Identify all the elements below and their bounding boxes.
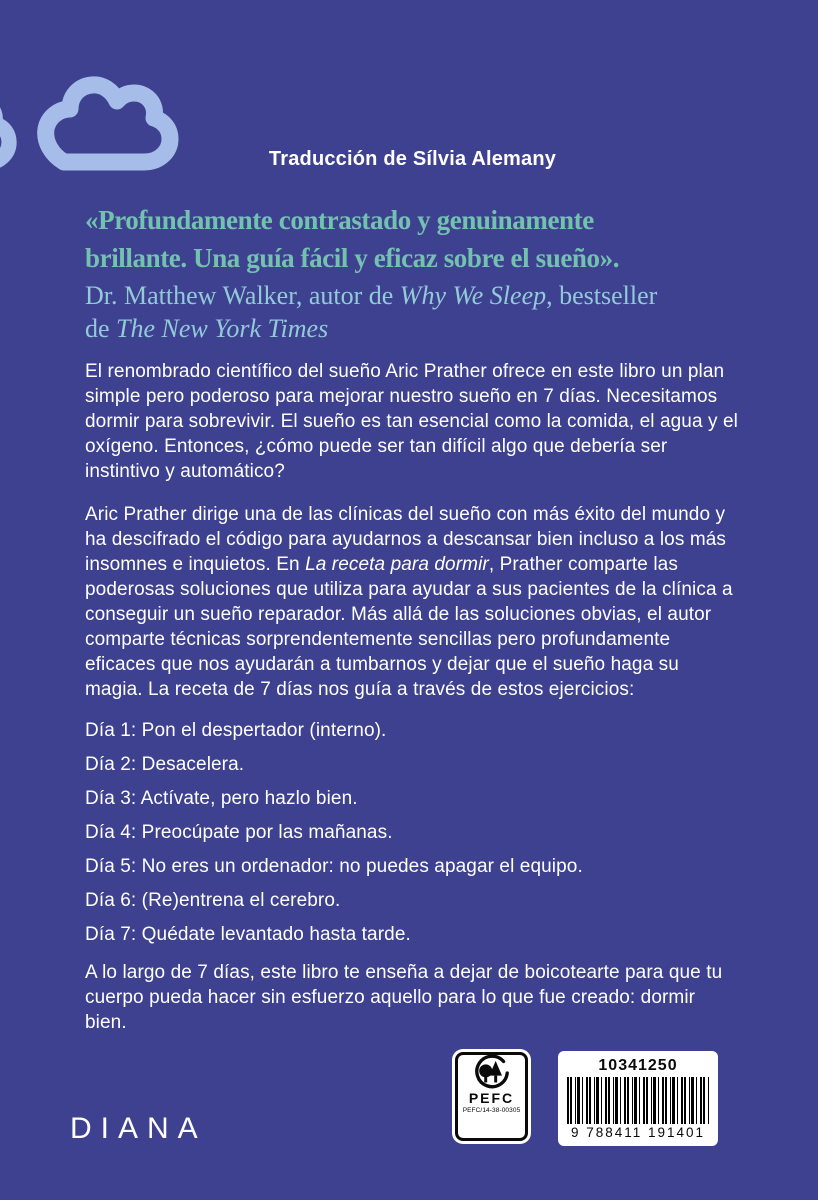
publisher-logo-diana: DIANA [70,1112,207,1145]
synopsis-text: Aric Prather dirige una de las clínicas del sueño con más éxito del mundo y ha descifrado el código para ayudarnos a descansar bien incluso a los más insomnes e inquietos. En [85,504,727,575]
day-list-item: Día 4: Preocúpate por las mañanas. [85,822,393,843]
pefc-certification-label [452,1049,531,1144]
pefc-label-text: PEFC [468,1090,515,1106]
review-quote-line-1: «Profundamente contrastado y genuinamente [85,205,594,235]
day-list [85,718,740,947]
book-title-why-we-sleep: Why We Sleep [399,281,547,310]
publication-new-york-times: The New York Times [116,314,329,343]
back-cover-text-column [85,0,740,1035]
barcode-label [558,1051,718,1146]
barcode-stripes-icon [567,1077,709,1124]
day-list-item: Día 2: Desacelera. [85,754,245,775]
cloud-partial-icon [0,84,18,174]
review-quote-block [85,201,740,345]
barcode-top-number: 10341250 [598,1057,678,1074]
synopsis-paragraph-1: El renombrado científico del sueño Aric Prather ofrece en este libro un plan simple pero poderoso para mejorar nuestro sueño en 7 días. Necesitamos dormir para sobrevivir. El sueño es tan esencial como la comida, el agua y el oxígeno. Entonces, ¿cómo puede ser tan difícil algo que debería ser instintivo y automático? [85,361,738,482]
pefc-trees-icon [471,1055,513,1091]
day-list-item: Día 5: No eres un ordenador: no puedes apagar el equipo. [85,856,583,877]
review-quote-line-2: brillante. Una guía fácil y eficaz sobre el sueño». [85,243,620,273]
pefc-label-frame [455,1052,528,1141]
day-list-item: Día 1: Pon el despertador (interno). [85,720,387,741]
pefc-certificate-code: PEFC/14-38-00305 [462,1107,521,1114]
review-attribution [85,279,685,345]
day-list-item: Día 7: Quédate levantado hasta tarde. [85,924,411,945]
synopsis-text: , Prather comparte las poderosas soluciones que utiliza para ayudar a sus pacientes de la clínica a conseguir un sueño reparador. Más allá de las soluciones obvias, el autor comparte técnicas sorprendentemente sencillas pero profundamente eficaces que nos ayudarán a tumbarnos y dejar que el sueño haga su magia. La receta de 7 días nos guía a través de estos ejercicios: [85,554,733,700]
attribution-text: , bestseller de [85,281,658,343]
book-title-la-receta-para-dormir: La receta para dormir [305,554,489,575]
closing-paragraph: A lo largo de 7 días, este libro te enseña a dejar de boicotearte para que tu cuerpo pueda hacer sin esfuerzo aquello para lo que fue creado: dormir bien. [85,962,723,1033]
isbn-number: 9 788411 191401 [570,1125,706,1140]
attribution-text: Dr. Matthew Walker, autor de [85,281,400,310]
day-list-item: Día 3: Actívate, pero hazlo bien. [85,788,358,809]
synopsis-paragraph-2 [85,502,740,702]
day-list-item: Día 6: (Re)entrena el cerebro. [85,890,341,911]
translation-credit: Traducción de Sílvia Alemany [268,148,557,170]
